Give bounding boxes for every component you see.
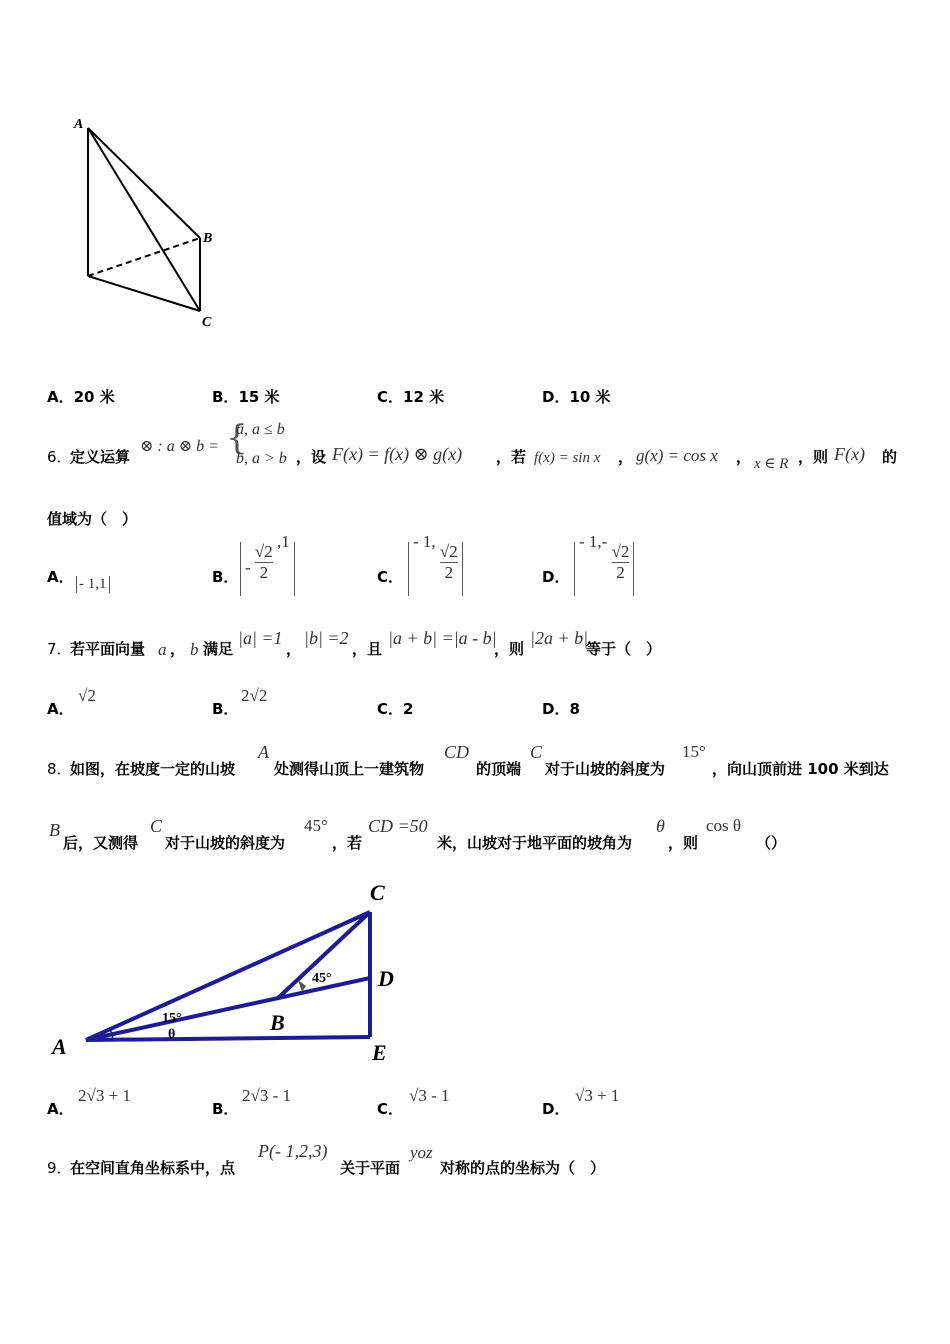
q6-option-c[interactable]: C．	[377, 568, 404, 586]
q7-option-d[interactable]: D．8	[542, 700, 580, 718]
fig-label-E: E	[372, 1040, 387, 1065]
q7-option-a[interactable]: A．	[47, 700, 74, 718]
q9-text-3: 对称的点的坐标为（ ）	[440, 1159, 606, 1177]
q6-option-b-math: - $\frac{√2}{2}$ ,1	[240, 542, 295, 596]
q6-F: F(x)	[834, 444, 865, 464]
label-b: B	[203, 231, 213, 246]
q6-option-b[interactable]: B．	[212, 568, 239, 586]
q8-theta: θ	[656, 816, 665, 836]
q8-option-b-math: 2√3 - 1	[242, 1086, 291, 1105]
q8-figure	[40, 870, 420, 1070]
q6-sep2: ，	[736, 448, 752, 466]
q8-A: A	[258, 742, 269, 762]
q8-text-8: ，若	[332, 834, 363, 852]
q7-option-b[interactable]: B．	[212, 700, 239, 718]
edge-a-c	[88, 128, 200, 311]
label-c: C	[202, 315, 212, 330]
q8-C: C	[530, 742, 543, 762]
q8-B: B	[49, 820, 60, 840]
q5-option-c[interactable]: C．12 米	[377, 388, 445, 406]
q7-target: |2a + b|	[530, 628, 589, 648]
q8-option-c-math: √3 - 1	[409, 1086, 450, 1105]
q8-text-9: 米，山坡对于地平面的坡角为	[437, 834, 633, 852]
q6-F-def: F(x) = f(x) ⊗ g(x)	[332, 444, 463, 464]
q8-angle-1: 15°	[682, 742, 706, 761]
fig-label-C: C	[370, 880, 385, 905]
q8-CD: CD	[444, 742, 470, 762]
q5-option-d[interactable]: D．10 米	[542, 388, 611, 406]
q6-option-a-math: - 1,1	[76, 576, 110, 593]
q8-text-7: 对于山坡的斜度为	[165, 834, 286, 852]
edge-base-c	[88, 276, 200, 311]
q8-option-d-math: √3 + 1	[575, 1086, 620, 1105]
q8-option-b[interactable]: B．	[212, 1100, 239, 1118]
q7-vec-a: a	[158, 640, 167, 659]
q8-text-6: 后，又测得	[63, 834, 139, 852]
q6-brace: {	[226, 418, 248, 458]
q6-option-d-math: - 1,- $\frac{√2}{2}$	[574, 542, 634, 596]
edge-base-b-dashed	[88, 238, 200, 276]
q6-op-def: ⊗ : a ⊗ b =	[140, 438, 219, 455]
q7-text-5: 等于（ ）	[586, 640, 662, 658]
q7-sep: ，	[170, 640, 186, 658]
fig-label-B: B	[270, 1010, 285, 1035]
q6-option-a[interactable]: A．	[47, 568, 74, 586]
q8-cos-theta: cos θ	[706, 816, 742, 835]
q8-text-5: ，向山顶前进 100 米到达	[712, 760, 889, 778]
q8-option-d[interactable]: D．	[542, 1100, 570, 1118]
q6-number: 6．	[47, 448, 72, 466]
q9-number: 9．	[47, 1159, 72, 1177]
q6-option-d[interactable]: D．	[542, 568, 570, 586]
q9-text-1: 在空间直角坐标系中，点	[70, 1159, 236, 1177]
label-a: A	[74, 117, 84, 132]
line-a-e	[86, 1037, 370, 1040]
q7-option-b-math: 2√2	[241, 686, 268, 705]
q7-number: 7．	[47, 640, 72, 658]
q8-text-2: 处测得山顶上一建筑物	[274, 760, 425, 778]
q8-angle-2: 45°	[304, 816, 328, 835]
q8-text-1: 如图，在坡度一定的山坡	[70, 760, 236, 778]
q5-option-b[interactable]: B．15 米	[212, 388, 280, 406]
q6-option-c-math: - 1, $\frac{√2}{2}$	[408, 542, 463, 596]
q6-text-4: ，则	[798, 448, 829, 466]
fig-angle-15: 15°	[162, 1011, 182, 1026]
q6-text-1: 定义运算	[70, 448, 131, 466]
edge-a-b	[88, 128, 200, 238]
q5-figure	[60, 110, 240, 340]
q6-text-5: 的	[882, 448, 898, 466]
q7-text-1: 若平面向量	[70, 640, 146, 658]
q6-case-1: a, a ≤ b	[236, 421, 285, 438]
q8-number: 8．	[47, 760, 72, 778]
q5-option-a[interactable]: A．20 米	[47, 388, 115, 406]
fig-label-D: D	[378, 966, 394, 991]
q6-sep: ，	[618, 448, 634, 466]
q6-text-3: ，若	[496, 448, 527, 466]
q7-option-c[interactable]: C．2	[377, 700, 414, 718]
q7-text-4: ，则	[494, 640, 525, 658]
q8-option-a-math: 2√3 + 1	[78, 1086, 131, 1105]
fig-theta: θ	[168, 1027, 176, 1042]
q6-text-2: ，设	[296, 448, 327, 466]
q6-g-def: g(x) = cos x	[636, 446, 718, 465]
q8-text-4: 对于山坡的斜度为	[545, 760, 666, 778]
q7-text-3: ，且	[352, 640, 383, 658]
q6-f-def: f(x) = sin x	[534, 450, 601, 466]
q8-option-c[interactable]: C．	[377, 1100, 404, 1118]
q8-text-10: ，则	[668, 834, 699, 852]
q6-case-2: b, a > b	[236, 450, 287, 467]
q6-line-2: 值域为（ ）	[47, 510, 138, 528]
q6-domain: x ∈ R	[754, 456, 789, 472]
fig-angle-45: 45°	[312, 971, 332, 986]
q8-option-a[interactable]: A．	[47, 1100, 74, 1118]
q7-option-a-math: √2	[78, 686, 96, 705]
line-a-d	[86, 978, 370, 1040]
q9-plane: yoz	[410, 1143, 433, 1162]
q8-text-11: （）	[756, 834, 787, 852]
q7-cond-3: |a + b| =|a - b|	[388, 628, 497, 648]
q8-C2: C	[150, 816, 163, 836]
q9-point: P(- 1,2,3)	[258, 1141, 328, 1161]
q7-sep2: ，	[286, 640, 302, 658]
q7-cond-2: |b| =2	[304, 628, 349, 648]
q9-text-2: 关于平面	[340, 1159, 401, 1177]
fig-label-A: A	[52, 1034, 67, 1059]
q7-vec-b: b	[190, 640, 199, 659]
q8-cd-val: CD =50	[368, 816, 428, 836]
q8-text-3: 的顶端	[476, 760, 522, 778]
q7-text-2: 满足	[203, 640, 234, 658]
q7-cond-1: |a| =1	[238, 628, 283, 648]
